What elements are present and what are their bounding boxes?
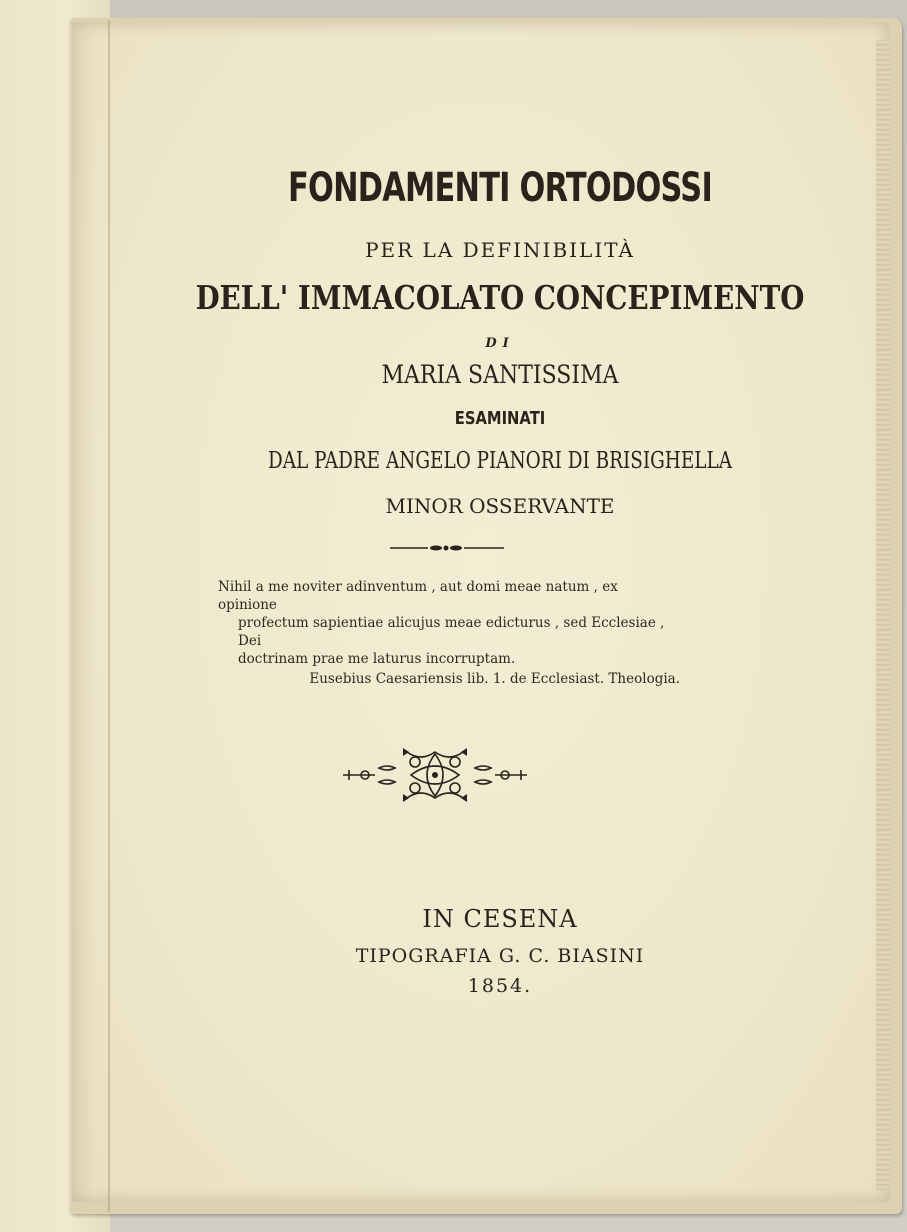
author-order: MINOR OSSERVANTE [385,494,615,518]
imprint-year: 1854. [467,975,533,997]
title-main: FONDAMENTI ORTODOSSI [288,165,712,211]
epigraph-line-3: doctrinam prae me laturus incorruptam. [238,651,516,667]
imprint-city: IN CESENA [422,905,578,933]
epigraph-attribution: Eusebius Caesariensis lib. 1. de Ecclesiast. Theologia. [309,671,680,687]
title-subline: PER LA DEFINIBILITÀ [365,238,635,262]
dash-rule-ornament-icon [388,543,508,553]
epigraph-line-1: Nihil a me noviter adinventum , aut domi meae natum , ex opinione [218,579,618,613]
title-main-2: DELL' IMMACOLATO CONCEPIMENTO [195,278,805,317]
title-preposition: DI [485,336,515,351]
epigraph [218,578,680,688]
floral-printers-ornament-icon [335,740,535,810]
spine-fold [108,20,110,1212]
imprint-printer: TIPOGRAFIA G. C. BIASINI [355,945,645,967]
title-examined: ESAMINATI [454,408,546,429]
title-subject: MARIA SANTISSIMA [381,360,619,389]
author-line: DAL PADRE ANGELO PIANORI DI BRISIGHELLA [267,448,733,474]
epigraph-line-2: profectum sapientiae alicujus meae edicturus , sed Ecclesiae , Dei [238,615,665,649]
page-fore-edge [876,40,890,1190]
